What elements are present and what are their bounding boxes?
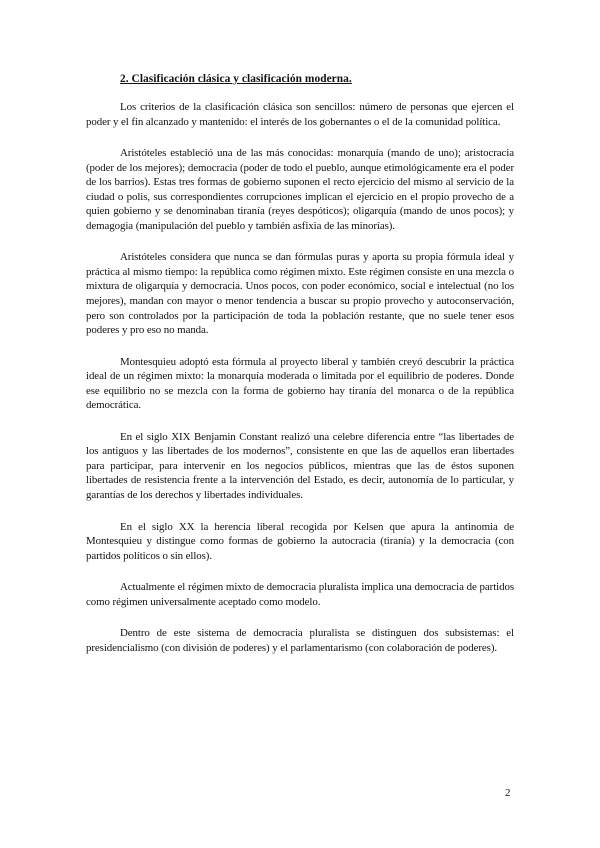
paragraph-constant-liberties: En el siglo XIX Benjamin Constant realizó una celebre diferencia entre “las libertades de los antiguos y las libertades de los modernos”, consistente en que las de aquellos eran libertades para participar, para intervenir en los negocios públicos, mientras que las de éstos suponen libertades de resistencia frente a la intervención del Estado, es decir, autonomía de lo particular, y garantías de los derechos y libertades individuales. [86, 430, 514, 502]
paragraph-classical-criteria: Los criterios de la clasificación clásica son sencillos: número de personas que ejercen el poder y el fin alcanzado y mantenido: el interés de los gobernantes o el de la comunidad política. [86, 101, 514, 128]
paragraph-kelsen: En el siglo XX la herencia liberal recogida por Kelsen que apura la antinomia de Montesquieu y distingue como formas de gobierno la autocracia (tiranía) y la democracia (con partidos políticos o sin ellos). [86, 520, 514, 562]
document-body [86, 72, 514, 672]
page-number: 2 [505, 787, 511, 799]
paragraph-aristotle-forms: Aristóteles estableció una de las más conocidas: monarquía (mando de uno); aristocracia (poder de los mejores); democracia (poder de todo el pueblo, aunque etimológicamente era el poder de los barrios). Estas tres formas de gobierno suponen el recto ejercicio del mismo al servicio de la ciudad o polis, sus correspondientes corrupciones implican el ejercicio en el propio provecho de a quien gobierno y se denominaban tiranía (reyes despóticos); oligarquía (mando de unos pocos); y demagogia (manipulación del pueblo y también asfixia de las minorías). [86, 147, 514, 232]
paragraph-mixed-regime: Aristóteles considera que nunca se dan fórmulas puras y aporta su propia fórmula ideal y práctica al mismo tiempo: la república como régimen mixto. Este régimen consiste en una mezcla o mixtura de oligarquía y democracia. Unos pocos, con poder económico, social e intelectual (no los mejores), mandan con mayor o menor tendencia a buscar su propio provecho y autoconservación, pero son controlados por la participación de toda la población restante, que no suele tener esos poderes y pro eso no manda. [86, 251, 514, 337]
section-title: 2. Clasificación clásica y clasificación moderna. [120, 73, 352, 85]
paragraph-subsystems: Dentro de este sistema de democracia pluralista se distinguen dos subsistemas: el presidencialismo (con división de poderes) y el parlamentarismo (con colaboración de poderes). [86, 627, 514, 654]
paragraph-pluralist-democracy: Actualmente el régimen mixto de democracia pluralista implica una democracia de partidos como régimen universalmente aceptado como modelo. [86, 581, 514, 608]
paragraph-montesquieu: Montesquieu adoptó esta fórmula al proyecto liberal y también creyó descubrir la práctica ideal de un régimen mixto: la monarquía moderada o limitada por el equilibrio de poderes. Donde ese equilibrio no se mezcla con la forma de gobierno hay tiranía del monarca o de la república democrática. [86, 355, 514, 412]
